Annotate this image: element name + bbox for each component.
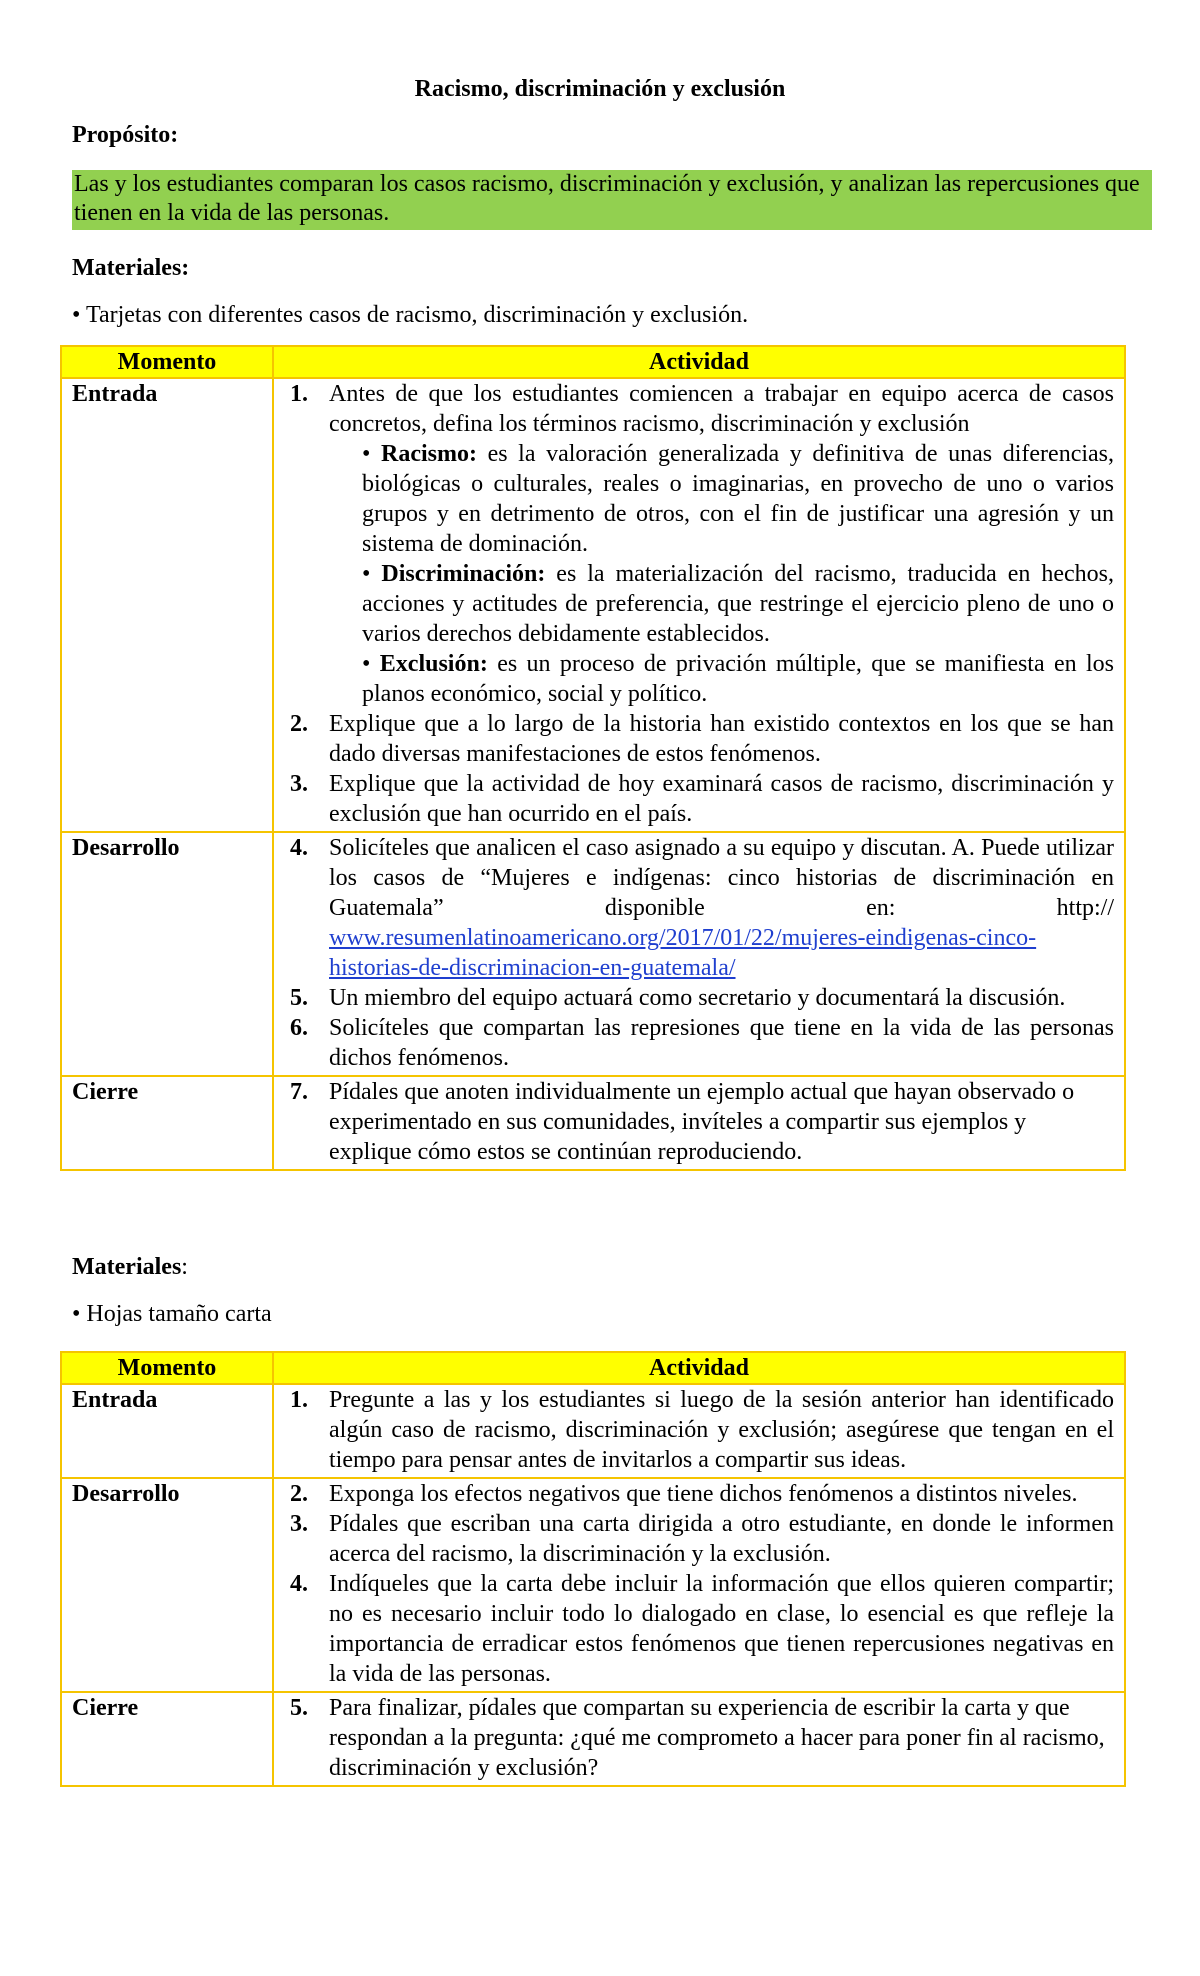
- header-actividad: Actividad: [273, 346, 1125, 378]
- materials-label-1: Materiales:: [72, 255, 190, 281]
- term-racismo: Racismo:: [381, 441, 477, 467]
- item-number: 6.: [290, 1015, 308, 1041]
- header-actividad: Actividad: [273, 1352, 1125, 1384]
- activities-desarrollo: [273, 1478, 1125, 1692]
- item-text: Un miembro del equipo actuará como secretario y documentará la discusión.: [329, 985, 1066, 1011]
- activities-desarrollo: [273, 832, 1125, 1076]
- item-text: Exponga los efectos negativos que tiene dichos fenómenos a distintos niveles.: [329, 1481, 1078, 1507]
- activity-item: [284, 1479, 1114, 1509]
- table-header-row: [61, 346, 1125, 378]
- item-number: 5.: [290, 985, 308, 1011]
- definition-text: es la materialización del racismo, traducida en hechos, acciones y actitudes de preferencia, que restringe el ejercicio pleno de uno o varios derechos debidamente establecidos.: [362, 561, 1115, 647]
- item-number: 2.: [290, 1481, 308, 1507]
- bullet-glyph: •: [362, 651, 371, 677]
- item-number: 1.: [290, 1387, 308, 1413]
- table-row-desarrollo: [61, 1478, 1125, 1692]
- item-text: Para finalizar, pídales que compartan su experiencia de escribir la carta y que respondan a la pregunta: ¿qué me comprometo a hacer para poner fin al racismo, discriminación y exclusión?: [329, 1695, 1105, 1781]
- item-number: 2.: [290, 711, 308, 737]
- definition-exclusion: [362, 649, 1114, 709]
- item-number: 5.: [290, 1695, 308, 1721]
- activities-cierre: [273, 1692, 1125, 1786]
- document-title: Racismo, discriminación y exclusión: [414, 76, 786, 102]
- activity-item: [284, 1509, 1114, 1569]
- item-text: Explique que a lo largo de la historia han existido contextos en los que se han dado diversas manifestaciones de estos fenómenos.: [329, 711, 1114, 767]
- item-text: Solicíteles que compartan las represiones que tiene en la vida de las personas dichos fenómenos.: [329, 1015, 1114, 1071]
- activity-item: [284, 1385, 1114, 1475]
- definition-text: es un proceso de privación múltiple, que se manifiesta en los planos económico, social y político.: [362, 651, 1115, 707]
- table-row-desarrollo: [61, 832, 1125, 1076]
- item-text: Explique que la actividad de hoy examinará casos de racismo, discriminación y exclusión que han ocurrido en el país.: [329, 771, 1114, 827]
- table-row-entrada: [61, 378, 1125, 832]
- phase-desarrollo: Desarrollo: [61, 832, 273, 1076]
- materials-label-2: [72, 1252, 188, 1282]
- phase-entrada: Entrada: [61, 1384, 273, 1478]
- phase-desarrollo: Desarrollo: [61, 1478, 273, 1692]
- materials-label-text: Materiales: [72, 1254, 182, 1280]
- item-number: 1.: [290, 381, 308, 407]
- activity-item: [284, 1693, 1114, 1783]
- definition-racismo: [362, 439, 1114, 559]
- table-row-entrada: [61, 1384, 1125, 1478]
- table-row-cierre: [61, 1692, 1125, 1786]
- term-exclusion: Exclusión:: [379, 651, 488, 677]
- activities-entrada: [273, 1384, 1125, 1478]
- item-number: 4.: [290, 835, 308, 861]
- item-number: 4.: [290, 1571, 308, 1597]
- item-number: 3.: [290, 771, 308, 797]
- item-text: Pídales que escriban una carta dirigida a otro estudiante, en donde le informen acerca del racismo, la discriminación y la exclusión.: [329, 1511, 1114, 1567]
- item-text: Indíqueles que la carta debe incluir la información que ellos quieren compartir; no es necesario incluir todo lo dialogado en clase, lo esencial es que refleje la importancia de erradicar estos fenómenos que tienen repercusiones negativas en la vida de las personas.: [329, 1571, 1114, 1687]
- header-momento: Momento: [61, 346, 273, 378]
- materials-item-2: • Hojas tamaño carta: [72, 1301, 272, 1327]
- resource-link[interactable]: www.resumenlatinoamericano.org/2017/01/22/mujeres-eindigenas-cinco-historias-de-discriminacion-en-guatemala/: [329, 925, 1037, 981]
- purpose-text: Las y los estudiantes comparan los casos racismo, discriminación y exclusión, y analizan las repercusiones que tienen en la vida de las personas.: [72, 170, 1152, 230]
- item-text: [329, 833, 1114, 983]
- table-header-row: [61, 1352, 1125, 1384]
- activity-item: [284, 379, 1114, 439]
- activity-table-2: [60, 1351, 1126, 1787]
- item-text: Antes de que los estudiantes comiencen a trabajar en equipo acerca de casos concretos, defina los términos racismo, discriminación y exclusión: [329, 381, 1114, 437]
- activities-entrada: [273, 378, 1125, 832]
- item-text: Pregunte a las y los estudiantes si luego de la sesión anterior han identificado algún caso de racismo, discriminación y exclusión; asegúrese que tengan en el tiempo para pensar antes de invitarlos a compartir sus ideas.: [329, 1387, 1114, 1473]
- header-momento: Momento: [61, 1352, 273, 1384]
- item-number: 3.: [290, 1511, 308, 1537]
- activity-item: [284, 983, 1114, 1013]
- phase-cierre: Cierre: [61, 1692, 273, 1786]
- activity-item: [284, 1013, 1114, 1073]
- activity-item: [284, 709, 1114, 769]
- item-text-body: Solicíteles que analicen el caso asignado a su equipo y discutan. A. Puede utilizar los casos de “Mujeres e indígenas: cinco historias de discriminación en Guatemala” disponible en: http://: [329, 835, 1114, 921]
- activity-item: [284, 769, 1114, 829]
- activity-item: [284, 833, 1114, 983]
- activity-item: [284, 1569, 1114, 1689]
- materials-label-colon: :: [181, 1254, 188, 1280]
- bullet-glyph: •: [362, 441, 371, 467]
- phase-entrada: Entrada: [61, 378, 273, 832]
- item-number: 7.: [290, 1079, 308, 1105]
- table-row-cierre: [61, 1076, 1125, 1170]
- definition-text: es la valoración generalizada y definitiva de unas diferencias, biológicas o culturales, reales o imaginarias, en provecho de uno o varios grupos y en detrimento de otros, con el fin de justificar una agresión y un sistema de dominación.: [362, 441, 1115, 557]
- bullet-glyph: •: [362, 561, 371, 587]
- item-text: Pídales que anoten individualmente un ejemplo actual que hayan observado o experimentado en sus comunidades, invíteles a compartir sus ejemplos y explique cómo estos se continúan reproduciendo.: [329, 1079, 1075, 1165]
- activities-cierre: [273, 1076, 1125, 1170]
- materials-item-1: • Tarjetas con diferentes casos de racismo, discriminación y exclusión.: [72, 302, 749, 328]
- activity-item: [284, 1077, 1114, 1167]
- definition-discriminacion: [362, 559, 1114, 649]
- term-discriminacion: Discriminación:: [381, 561, 546, 587]
- activity-table-1: [60, 345, 1126, 1171]
- phase-cierre: Cierre: [61, 1076, 273, 1170]
- purpose-label: Propósito:: [72, 122, 179, 148]
